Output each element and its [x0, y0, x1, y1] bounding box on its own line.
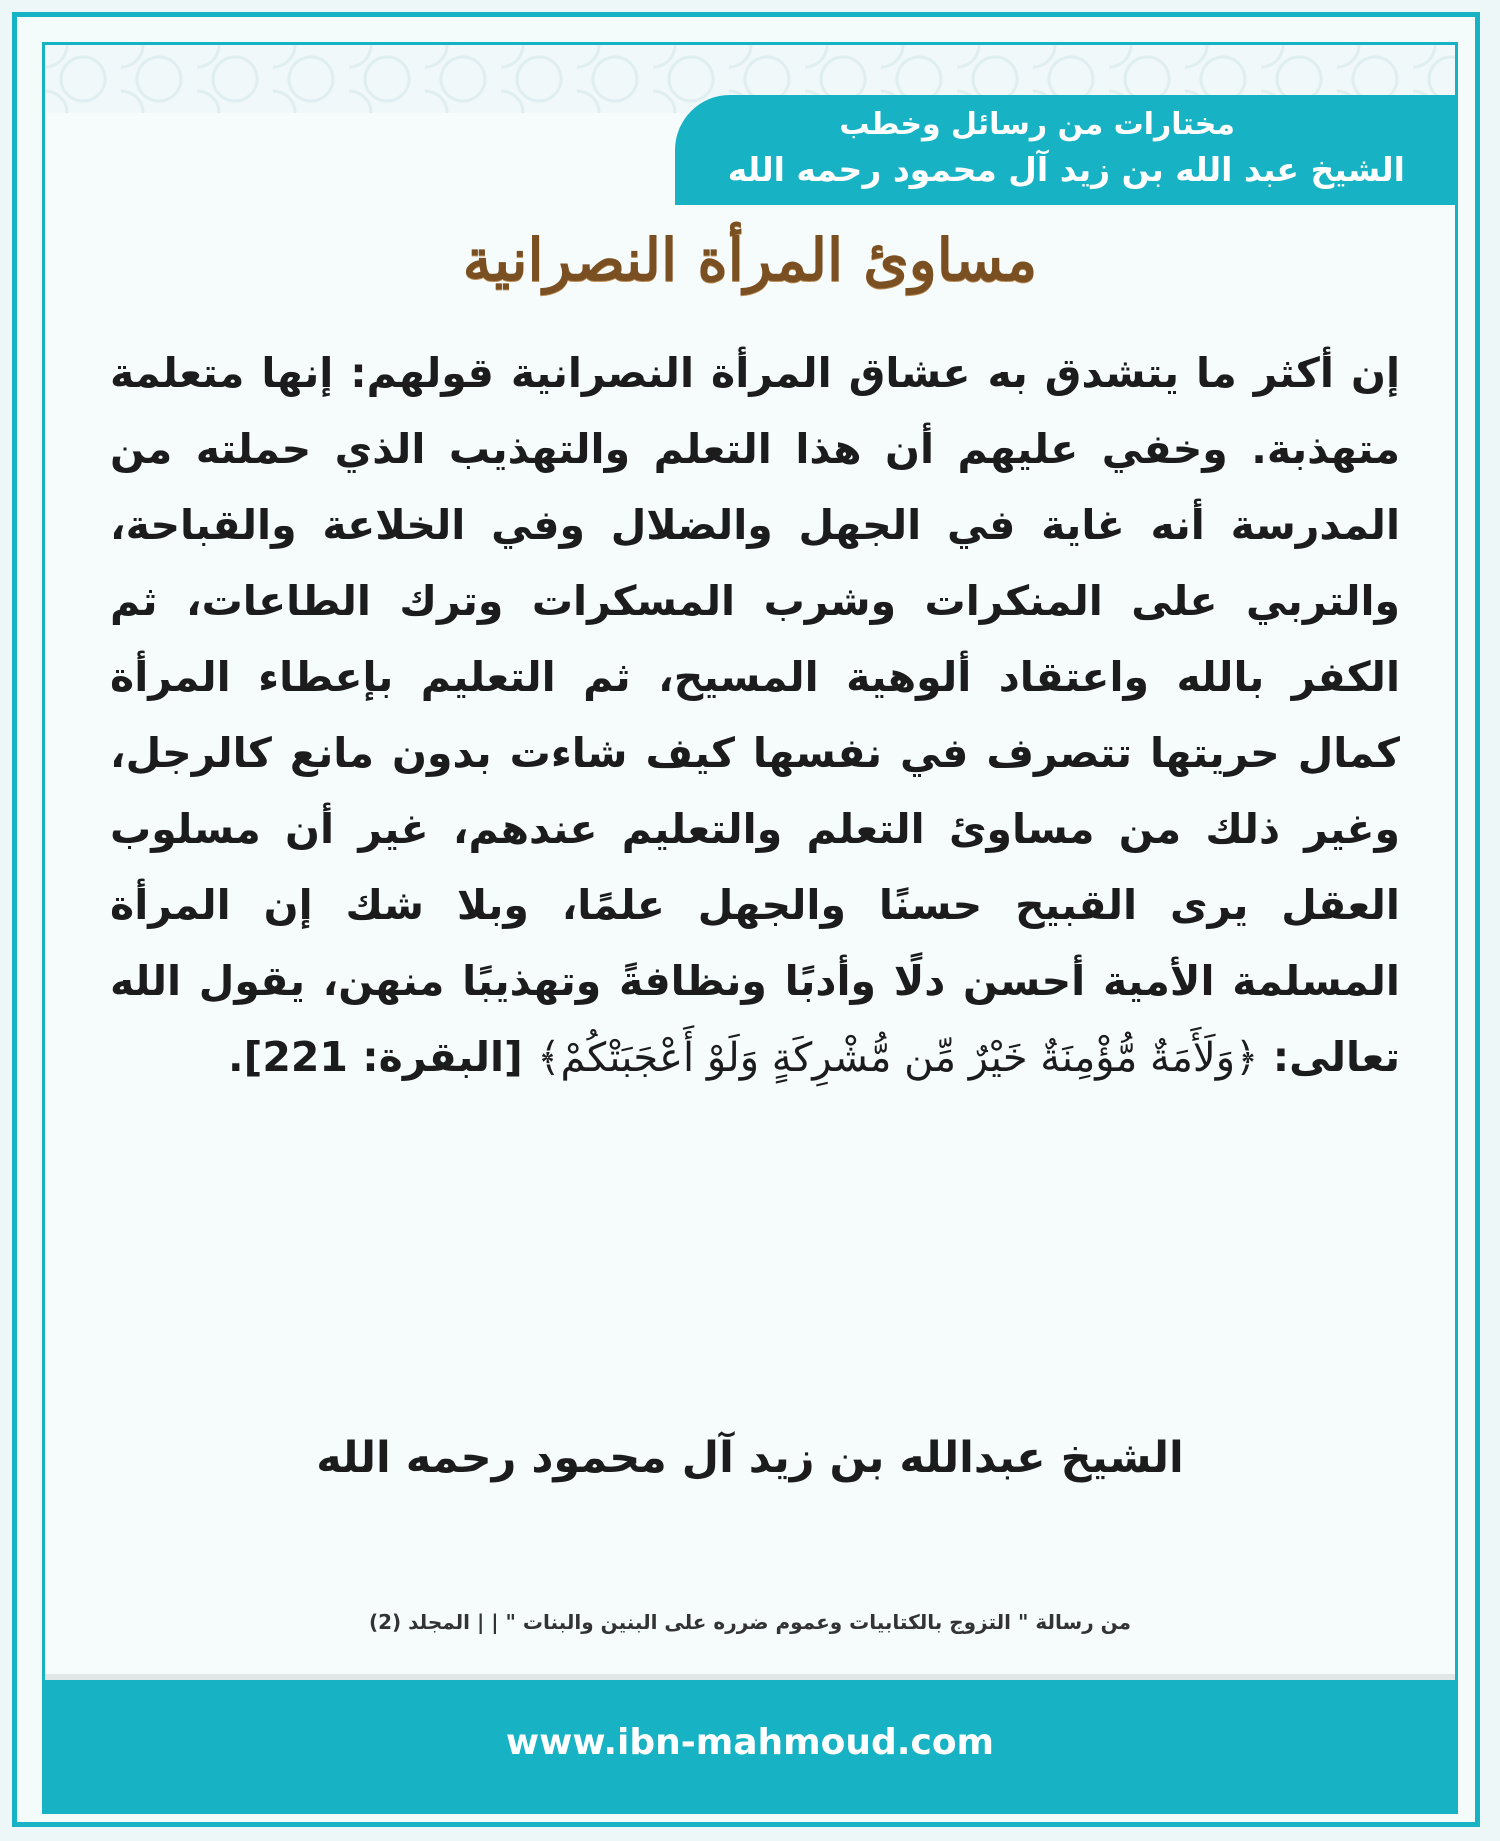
- source-citation: من رسالة " التزوج بالكتابيات وعموم ضرره على البنين والبنات " | | المجلد (2): [368, 1610, 1132, 1634]
- article-body: [110, 335, 1400, 1096]
- website-link[interactable]: www.ibn-mahmoud.com: [505, 1722, 995, 1763]
- verse-reference: [البقرة: 221].: [228, 1033, 523, 1081]
- header-banner: [675, 95, 1455, 205]
- page-title: مساوئ المرأة النصرانية: [462, 226, 1038, 294]
- quran-verse: ﴿وَلَأَمَةٌ مُّؤْمِنَةٌ خَيْرٌ مِّن مُّشْرِكَةٍ وَلَوْ أَعْجَبَتْكُمْ﴾: [537, 1035, 1259, 1081]
- author-signature: الشيخ عبدالله بن زيد آل محمود رحمه الله: [316, 1433, 1184, 1483]
- footer-bar: [45, 1680, 1455, 1811]
- header-author-name: الشيخ عبد الله بن زيد آل محمود رحمه الله: [727, 150, 1405, 189]
- article-text: إن أكثر ما يتشدق به عشاق المرأة النصرانية قولهم: إنها متعلمة متهذبة. وخفي عليهم أن هذا التعلم والتهذيب الذي حملته من المدرسة أنه غاية في الجهل والضلال وفي الخلاعة والقباحة، والتربي على المنكرات وشرب المسكرات وترك الطاعات، ثم الكفر بالله واعتقاد ألوهية المسيح، ثم التعليم بإعطاء المرأة كمال حريتها تتصرف في نفسها كيف شاءت بدون مانع كالرجل، وغير ذلك من مساوئ التعلم والتعليم عندهم، غير أن مسلوب العقل يرى القبيح حسنًا والجهل علمًا، وبلا شك إن المرأة المسلمة الأمية أحسن دلًا وأدبًا ونظافةً وتهذيبًا منهن، يقول الله تعالى:: [110, 349, 1400, 1081]
- header-series-title: مختارات من رسائل وخطب: [839, 107, 1235, 142]
